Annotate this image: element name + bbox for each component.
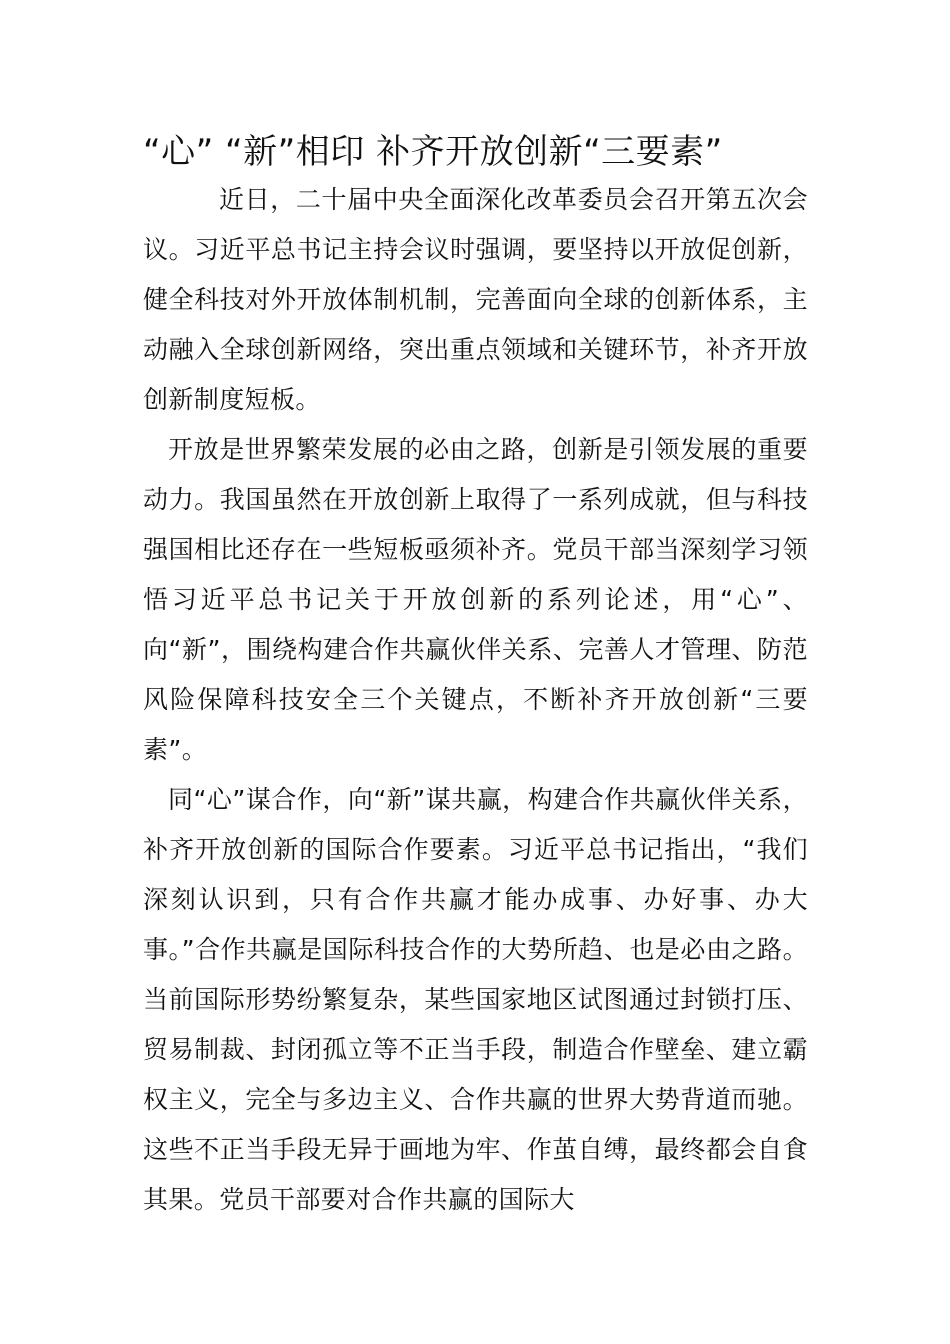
document-title: “心” “新”相印 补齐开放创新“三要素”	[143, 132, 723, 172]
paragraph-3: 同“心”谋合作，向“新”谋共赢，构建合作共赢伙伴关系，补齐开放创新的国际合作要素。习近平总书记指出，“我们深刻认识到，只有合作共赢才能办成事、办好事、办大事。”合作共赢是国际科技合作的大势所趋、也是必由之路。当前国际形势纷繁复杂，某些国家地区试图通过封锁打压、贸易制裁、封闭孤立等不正当手段，制造合作壁垒、建立霸权主义，完全与多边主义、合作共赢的世界大势背道而驰。这些不正当手段无异于画地为牢、作茧自缚，最终都会自食其果。党员干部要对合作共赢的国际大	[143, 785, 808, 1214]
document-body	[143, 175, 808, 1225]
paragraph-1: 近日，二十届中央全面深化改革委员会召开第五次会议。习近平总书记主持会议时强调，要坚持以开放促创新，健全科技对外开放体制机制，完善面向全球的创新体系，主动融入全球创新网络，突出重点领域和关键环节，补齐开放创新制度短板。	[143, 185, 808, 414]
paragraph-2: 开放是世界繁荣发展的必由之路，创新是引领发展的重要动力。我国虽然在开放创新上取得了一系列成就，但与科技强国相比还存在一些短板亟须补齐。党员干部当深刻学习领悟习近平总书记关于开放创新的系列论述，用“心”、向“新”，围绕构建合作共赢伙伴关系、完善人才管理、防范风险保障科技安全三个关键点，不断补齐开放创新“三要素”。	[143, 435, 808, 764]
